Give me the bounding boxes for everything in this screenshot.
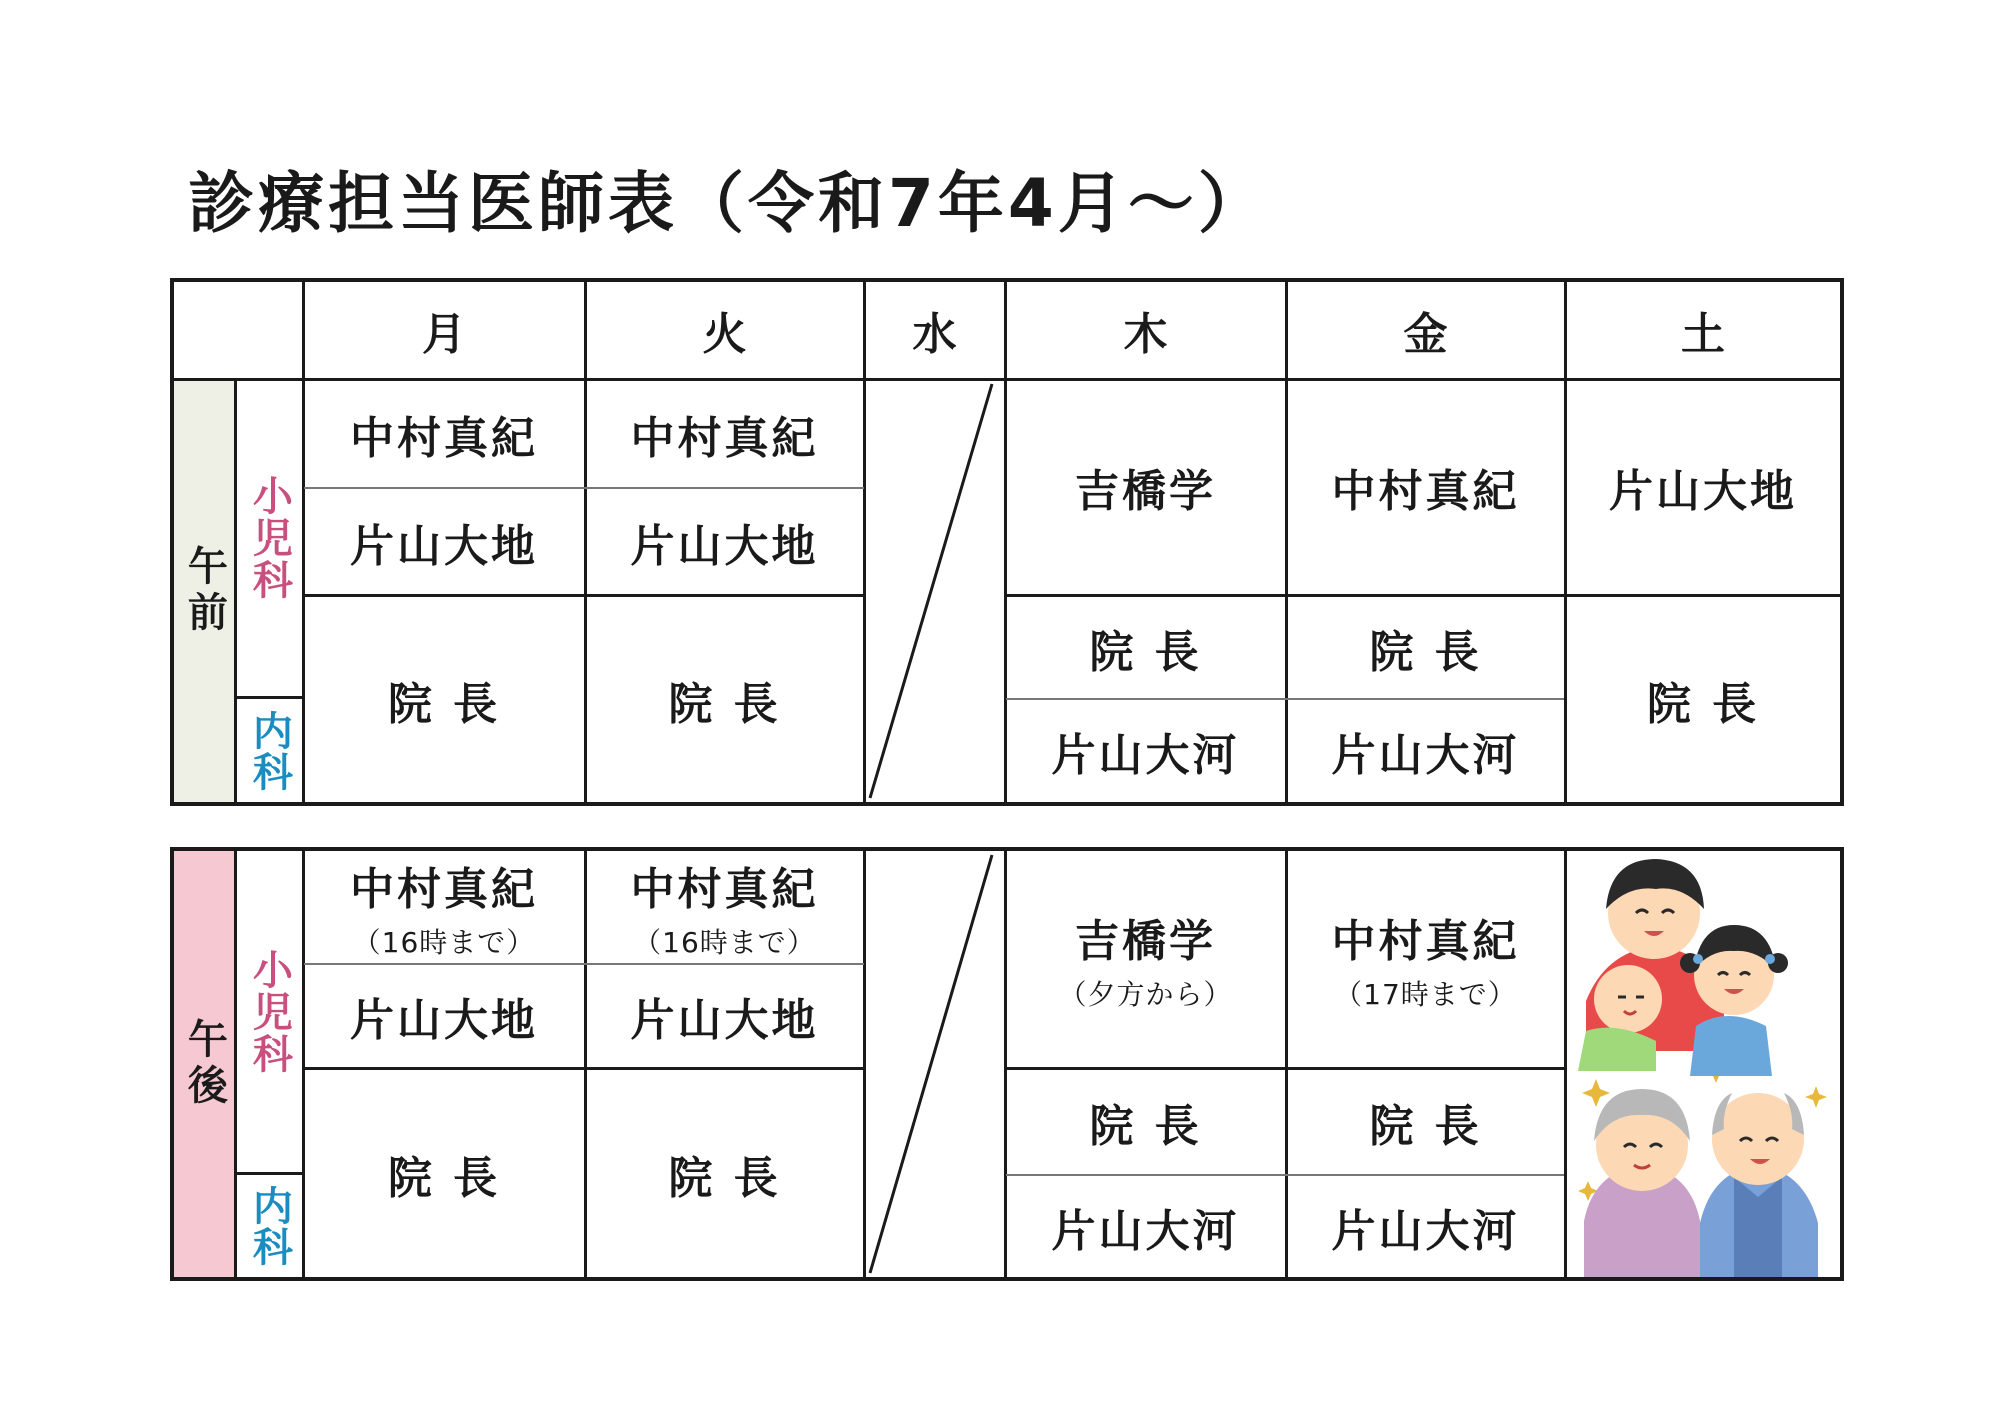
am-tue-int: 院 長: [668, 678, 781, 730]
morning-schedule-table: [170, 278, 1844, 806]
pm-tue-ped2: 片山大地: [630, 995, 819, 1046]
pm-thu-ped-name: 吉橋学: [1075, 916, 1216, 967]
am-pediatrics-label-text: 小児科: [246, 475, 293, 601]
pm-pediatrics-label: [236, 851, 302, 1172]
am-mon-int: 院 長: [387, 678, 501, 730]
pm-tue-int: 院 長: [668, 1152, 781, 1204]
pm-tue-ped1: [586, 851, 863, 963]
day-sat: 土: [1681, 309, 1725, 360]
am-label: [174, 380, 234, 802]
pm-label-text: 午後: [181, 1018, 228, 1110]
pm-fri-ped: [1287, 851, 1564, 1067]
am-tue-ped1: 中村真紀: [630, 412, 819, 464]
pm-fri-int1: 院 長: [1369, 1101, 1482, 1152]
pm-fri-ped-note: （17時まで）: [1334, 978, 1517, 1011]
am-internal-label-text: 内科: [246, 709, 293, 792]
am-sat-int: 院 長: [1646, 678, 1760, 730]
day-tue: 火: [702, 309, 747, 360]
am-pediatrics-label: [236, 380, 302, 696]
pm-fri-int2: 片山大河: [1331, 1205, 1520, 1257]
pm-tue-ped1-name: 中村真紀: [630, 864, 819, 915]
closed-slash: [866, 851, 1004, 1277]
pm-fri-ped-name: 中村真紀: [1331, 916, 1520, 967]
pm-pediatrics-label-text: 小児科: [246, 948, 293, 1075]
am-sat-ped: 片山大地: [1609, 466, 1797, 517]
pm-thu-ped-note: （夕方から）: [1058, 978, 1233, 1011]
am-mon-ped1: 中村真紀: [350, 412, 538, 464]
day-fri: 金: [1403, 309, 1448, 360]
am-fri-ped: 中村真紀: [1331, 466, 1520, 517]
day-wed: 水: [912, 309, 957, 360]
day-mon: 月: [422, 309, 466, 360]
pm-thu-int2: 片山大河: [1051, 1205, 1240, 1257]
am-internal-label: [236, 699, 302, 802]
closed-slash: [866, 380, 1004, 802]
day-thu: 木: [1123, 309, 1168, 360]
am-thu-ped: 吉橋学: [1075, 466, 1216, 517]
pm-tue-ped1-note: （16時まで）: [633, 926, 816, 959]
pm-mon-ped1-note: （16時まで）: [352, 926, 536, 959]
pm-label: [174, 851, 234, 1277]
am-thu-int1: 院 長: [1089, 626, 1202, 678]
pm-internal-label: [236, 1175, 302, 1277]
page-title: 診療担当医師表（令和7年4月～）: [188, 165, 1268, 242]
am-label-text: 午前: [181, 545, 228, 637]
pm-mon-int: 院 長: [387, 1152, 501, 1204]
pm-mon-ped1-name: 中村真紀: [350, 864, 538, 915]
pm-mon-ped2: 片山大地: [350, 995, 538, 1046]
am-thu-int2: 片山大河: [1051, 730, 1240, 781]
family-illustration: [1566, 851, 1840, 1277]
pm-internal-label-text: 内科: [246, 1185, 293, 1267]
pm-thu-int1: 院 長: [1089, 1101, 1202, 1152]
afternoon-schedule-table: [170, 847, 1844, 1281]
pm-thu-ped: [1006, 851, 1285, 1067]
pm-mon-ped1: [304, 851, 584, 963]
am-mon-ped2: 片山大地: [350, 520, 538, 572]
am-tue-ped2: 片山大地: [630, 520, 819, 572]
am-fri-int1: 院 長: [1369, 626, 1482, 678]
am-fri-int2: 片山大河: [1331, 730, 1520, 781]
